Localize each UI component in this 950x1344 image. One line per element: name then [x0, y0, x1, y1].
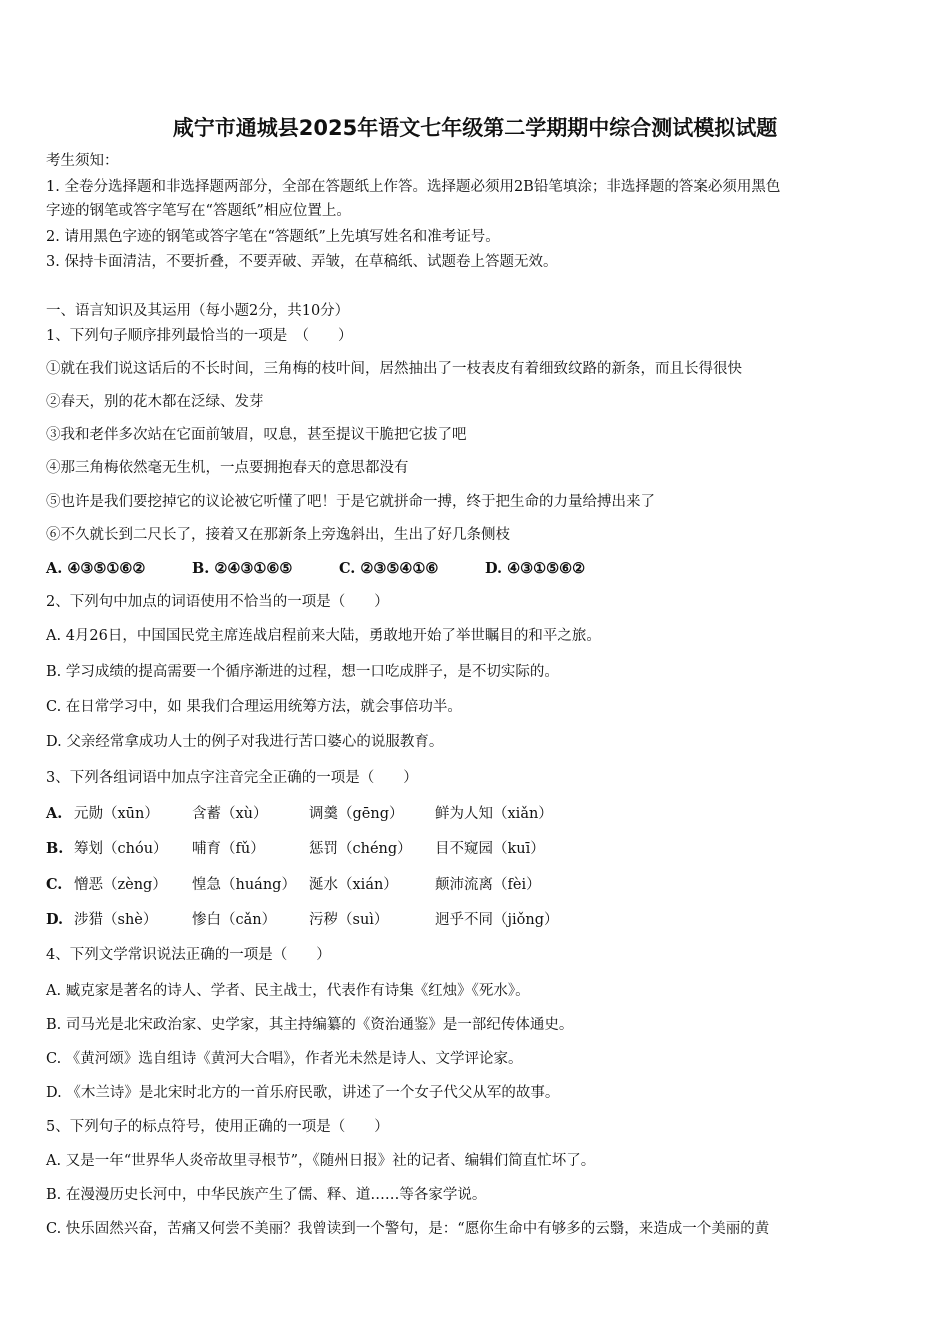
q3-row-c-label[interactable]: C. [46, 876, 63, 893]
notice-item-1-cont: 字迹的钢笔或答字笔写在“答题纸”相应位置上。 [46, 203, 351, 219]
q3-stem: 3、下列各组词语中加点字注音完全正确的一项是（ ） [46, 770, 418, 786]
q1-sentence-5: ⑤也许是我们要挖掉它的议论被它听懂了吧！于是它就拼命一搏，终于把生命的力量给搏出来了 [46, 494, 655, 510]
q4-option-b[interactable]: B. 司马光是北宋政治家、史学家，其主持编纂的《资治通鉴》是一部纪传体通史。 [46, 1017, 574, 1033]
q5-option-a[interactable]: A. 又是一年“世界华人炎帝故里寻根节”，《随州日报》社的记者、编辑们简直忙坏了。 [46, 1153, 596, 1169]
q1-stem: 1、下列句子顺序排列最恰当的一项是 （ ） [46, 328, 353, 344]
section-heading: 一、语言知识及其运用（每小题2分，共10分） [46, 303, 350, 319]
q3-row-d-word-1: 涉猎（shè） [74, 912, 158, 928]
q1-option-b[interactable]: B. ②④③①⑥⑤ [192, 560, 293, 577]
q1-sentence-3: ③我和老伴多次站在它面前皱眉，叹息，甚至提议干脆把它拔了吧 [46, 427, 467, 443]
q2-option-b[interactable]: B. 学习成绩的提高需要一个循序渐进的过程，想一口吃成胖子，是不切实际的。 [46, 664, 559, 680]
q3-row-b-label[interactable]: B. [46, 840, 64, 857]
q3-row-a-label[interactable]: A. [46, 805, 63, 822]
q3-row-b-word-4: 目不窥园（kuī） [435, 841, 545, 857]
q1-sentence-1: ①就在我们说这话后的不长时间，三角梅的枝叶间，居然抽出了一枝表皮有着细致纹路的新条，而且长得很快 [46, 361, 742, 377]
q4-stem: 4、下列文学常识说法正确的一项是（ ） [46, 947, 331, 963]
q1-sentence-4: ④那三角梅依然毫无生机，一点要拥抱春天的意思都没有 [46, 460, 409, 476]
q2-stem: 2、下列句中加点的词语使用不恰当的一项是（ ） [46, 594, 389, 610]
q4-option-d[interactable]: D. 《木兰诗》是北宋时北方的一首乐府民歌，讲述了一个女子代父从军的故事。 [46, 1085, 560, 1101]
q4-option-c[interactable]: C. 《黄河颂》选自组诗《黄河大合唱》，作者光未然是诗人、文学评论家。 [46, 1051, 523, 1067]
q1-sentence-6: ⑥不久就长到二尺长了，接着又在那新条上旁逸斜出，生出了好几条侧枝 [46, 527, 510, 543]
q3-row-c-word-4: 颠沛流离（fèi） [435, 877, 541, 893]
q1-option-c[interactable]: C. ②③⑤④①⑥ [339, 560, 439, 577]
q1-option-a[interactable]: A. ④③⑤①⑥② [46, 560, 146, 577]
q3-row-c-word-2: 惶急（huáng） [192, 877, 296, 893]
page-title: 咸宁市通城县2025年语文七年级第二学期期中综合测试模拟试题 [172, 116, 778, 140]
q3-row-a-word-2: 含蓄（xù） [192, 806, 268, 822]
q5-option-c[interactable]: C. 快乐固然兴奋，苦痛又何尝不美丽？我曾读到一个警句，是：“愿你生命中有够多的云翳，来造成一个美丽的黄 [46, 1221, 770, 1237]
q3-row-d-word-4: 迥乎不同（jiǒng） [435, 912, 559, 928]
q3-row-b-word-2: 哺育（fǔ） [192, 841, 265, 857]
q2-option-c[interactable]: C. 在日常学习中，如 果我们合理运用统筹方法，就会事倍功半。 [46, 699, 462, 715]
q3-row-b-word-3: 惩罚（chéng） [309, 841, 412, 857]
notice-heading: 考生须知： [46, 153, 119, 169]
q3-row-c-word-3: 涎水（xián） [309, 877, 398, 893]
q4-option-a[interactable]: A. 臧克家是著名的诗人、学者、民主战士，代表作有诗集《红烛》《死水》。 [46, 983, 530, 999]
q3-row-a-word-4: 鲜为人知（xiǎn） [435, 806, 553, 822]
q3-row-a-word-3: 调羹（gēng） [309, 806, 404, 822]
q5-option-b[interactable]: B. 在漫漫历史长河中，中华民族产生了儒、释、道……等各家学说。 [46, 1187, 487, 1203]
notice-item-3: 3. 保持卡面清洁，不要折叠，不要弄破、弄皱，在草稿纸、试题卷上答题无效。 [46, 254, 558, 270]
q3-row-b-word-1: 筹划（chóu） [74, 841, 168, 857]
q3-row-c-word-1: 憎恶（zèng） [74, 877, 167, 893]
q3-row-d-word-3: 污秽（suì） [309, 912, 389, 928]
notice-item-1: 1. 全卷分选择题和非选择题两部分，全部在答题纸上作答。选择题必须用2B铅笔填涂；非选择题的答案必须用黑色 [46, 179, 781, 195]
q3-row-a-word-1: 元勋（xūn） [74, 806, 159, 822]
q3-row-d-label[interactable]: D. [46, 911, 64, 928]
notice-item-2: 2. 请用黑色字迹的钢笔或答字笔在“答题纸”上先填写姓名和准考证号。 [46, 229, 500, 245]
q3-row-d-word-2: 惨白（cǎn） [192, 912, 277, 928]
q5-stem: 5、下列句子的标点符号，使用正确的一项是（ ） [46, 1119, 389, 1135]
q2-option-a[interactable]: A. 4月26日，中国国民党主席连战启程前来大陆，勇敢地开始了举世瞩目的和平之旅。 [46, 628, 601, 644]
q2-option-d[interactable]: D. 父亲经常拿成功人士的例子对我进行苦口婆心的说服教育。 [46, 734, 444, 750]
q1-sentence-2: ②春天，别的花木都在泛绿、发芽 [46, 394, 264, 410]
q1-option-d[interactable]: D. ④③①⑤⑥② [485, 560, 586, 577]
